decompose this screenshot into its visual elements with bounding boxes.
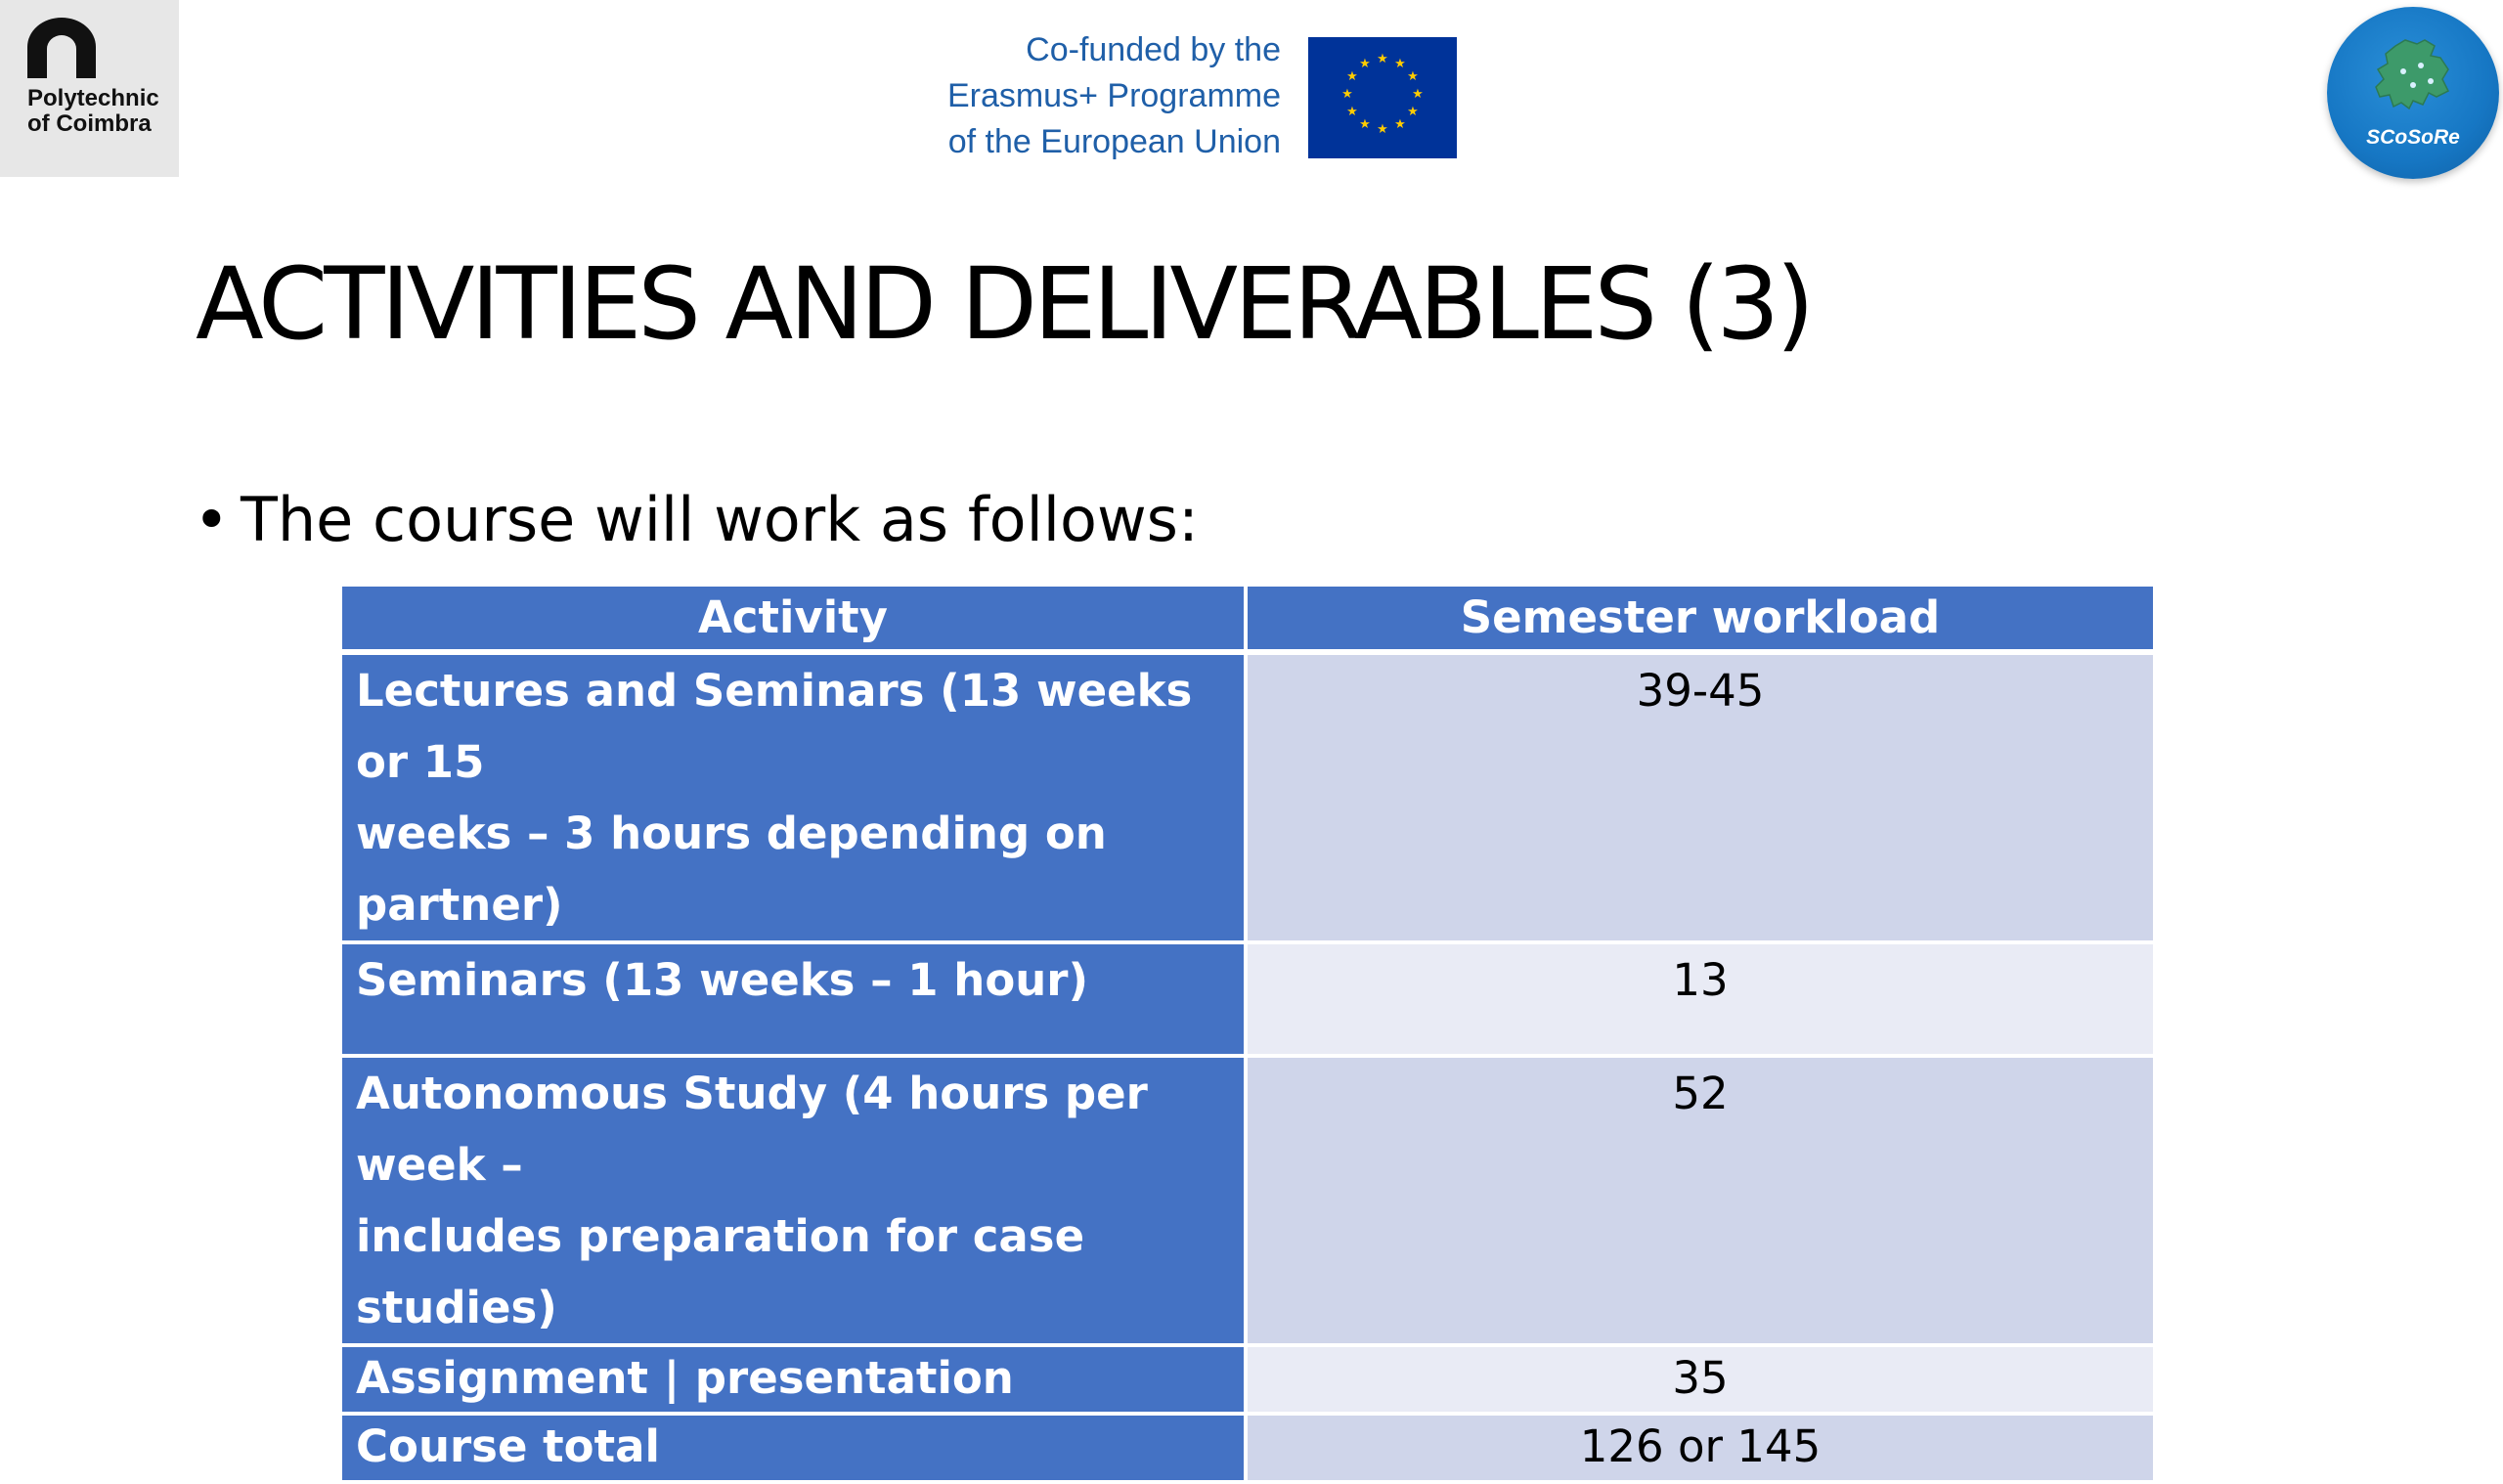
activity-cell <box>340 942 1246 1056</box>
polytechnic-logo-line2: of Coimbra <box>27 110 152 137</box>
activity-cell <box>340 1345 1246 1414</box>
polytechnic-logo-line1: Polytechnic <box>27 85 159 111</box>
svg-text:★: ★ <box>1394 57 1406 71</box>
header-activity: Activity <box>340 585 1246 652</box>
bullet-marker: • <box>194 484 230 555</box>
polytechnic-logo <box>0 0 179 177</box>
activity-line: Assignment | presentation <box>356 1352 1014 1404</box>
eu-flag-icon <box>1308 37 1457 158</box>
svg-text:★: ★ <box>1394 117 1406 132</box>
erasmus-cofunded-logo <box>948 27 1457 164</box>
activity-line: Course total <box>356 1420 660 1472</box>
workload-cell: 39-45 <box>1246 652 2155 942</box>
activity-line: includes preparation for case studies) <box>356 1210 1085 1333</box>
svg-text:★: ★ <box>1377 122 1388 137</box>
activity-line: Lectures and Seminars (13 weeks or 15 <box>356 665 1193 788</box>
svg-text:★: ★ <box>1377 52 1388 66</box>
activity-line: Seminars (13 weeks – 1 hour) <box>356 954 1089 1006</box>
svg-text:★: ★ <box>1346 105 1358 119</box>
svg-text:★: ★ <box>1407 69 1419 84</box>
svg-text:★: ★ <box>1359 117 1371 132</box>
svg-text:★: ★ <box>1346 69 1358 84</box>
table-row <box>340 1056 2155 1345</box>
header-semester-workload: Semester workload <box>1246 585 2155 652</box>
workload-cell: 35 <box>1246 1345 2155 1414</box>
activity-cell <box>340 1414 1246 1482</box>
svg-text:★: ★ <box>1359 57 1371 71</box>
erasmus-line2: Erasmus+ Programme <box>946 77 1281 114</box>
activities-table <box>338 583 2157 1484</box>
activity-cell <box>340 652 1246 942</box>
europe-map-icon <box>2366 36 2460 114</box>
erasmus-text <box>947 27 1281 165</box>
slide-title: ACTIVITIES AND DELIVERABLES (3) <box>196 246 1812 363</box>
table-header-row <box>340 585 2155 652</box>
scosore-badge <box>2327 7 2499 179</box>
activity-line: weeks – 3 hours depending on partner) <box>356 807 1107 931</box>
bullet-text: The course will work as follows: <box>241 484 1199 555</box>
erasmus-line1: Co-funded by the <box>1026 31 1281 68</box>
table-row <box>340 942 2155 1056</box>
workload-cell: 126 or 145 <box>1246 1414 2155 1482</box>
table-row <box>340 652 2155 942</box>
activity-line: Autonomous Study (4 hours per week – <box>356 1068 1148 1191</box>
workload-cell: 52 <box>1246 1056 2155 1345</box>
svg-text:★: ★ <box>1412 87 1424 102</box>
svg-text:★: ★ <box>1407 105 1419 119</box>
table-row <box>340 1414 2155 1482</box>
svg-text:★: ★ <box>1341 87 1353 102</box>
activity-cell <box>340 1056 1246 1345</box>
table-row <box>340 1345 2155 1414</box>
scosore-badge-text: SCoSoRe <box>2366 126 2460 149</box>
workload-cell: 13 <box>1246 942 2155 1056</box>
bullet-point <box>194 481 1199 559</box>
arch-icon <box>27 18 96 78</box>
erasmus-line3: of the European Union <box>947 123 1281 160</box>
